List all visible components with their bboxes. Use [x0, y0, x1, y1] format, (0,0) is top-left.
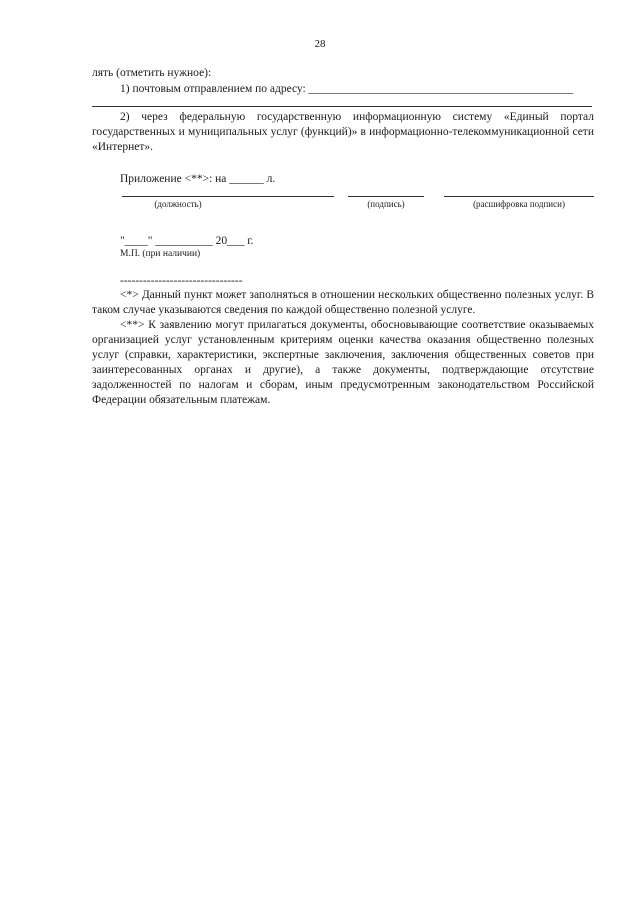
sign-signature-line [348, 196, 424, 197]
appendix-line: Приложение <**>: на ______ л. [120, 173, 276, 185]
postal-address-line: 1) почтовым отправлением по адресу: ______________________________________________ [120, 83, 574, 95]
position-signature-line [122, 196, 334, 197]
date-line: "____" __________ 20___ г. [120, 235, 254, 247]
position-caption: (должность) [154, 199, 202, 209]
decode-signature-line [444, 196, 594, 197]
continued-text-line: лять (отметить нужное): [92, 67, 212, 79]
portal-paragraph [92, 110, 594, 155]
sign-caption: (подпись) [367, 199, 405, 209]
footnote-1: <*> Данный пункт может заполняться в отношении нескольких общественно полезных услуг. В таком случае указываются сведения по каждой общественно полезной услуге. [92, 289, 594, 316]
page-number: 28 [314, 38, 326, 50]
footnote-separator: -------------------------------- [120, 275, 243, 287]
decode-caption: (расшифровка подписи) [473, 199, 565, 209]
stamp-label: М.П. (при наличии) [120, 249, 201, 259]
portal-paragraph-text: 2) через федеральную государственную информационную систему «Единый портал государственных и муниципальных услуг (функций)» в информационно-телекоммуникационной сети «Интернет». [92, 111, 594, 153]
address-underline [92, 106, 592, 107]
footnote-2: <**> К заявлению могут прилагаться документы, обосновывающие соответствие оказываемых организацией услуг установленным критериям оценки качества оказания общественно полезных услуг (справки, характеристики, экспертные заключения, заключения общественных советов при заинтересованных органах и другие), а также документы, подтверждающие отсутствие задолженностей по налогам и сборам, иным предусмотренным законодательством Российской Федерации обязательным платежам. [92, 319, 594, 406]
footnotes [92, 288, 594, 408]
